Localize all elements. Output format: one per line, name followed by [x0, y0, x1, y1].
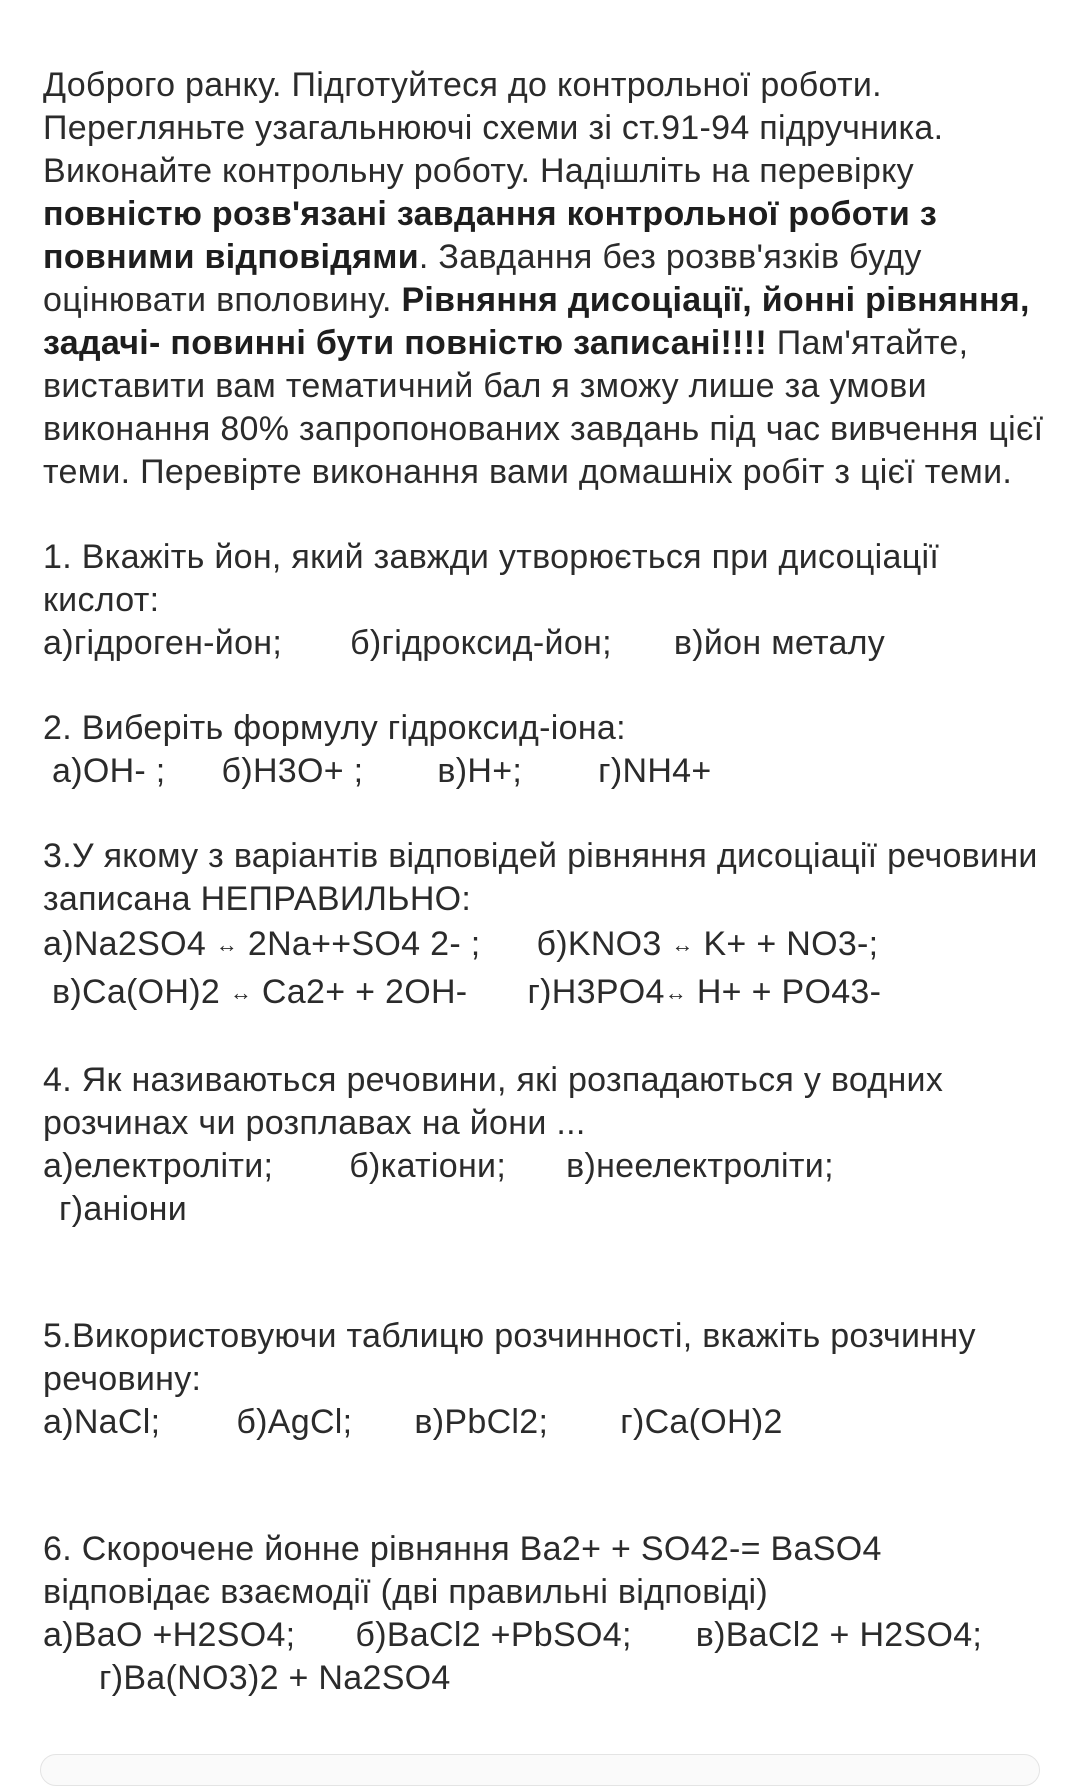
question-6-option-d: г)Ba(NO3)2 + Na2SO4: [99, 1659, 451, 1697]
reversible-arrow-icon: ↔: [671, 932, 694, 957]
question-6-option-b: б)BaCl2 +PbSO4;: [355, 1616, 632, 1654]
question-5-option-b: б)AgCl;: [236, 1403, 353, 1441]
question-2-option-b: б)H3O+ ;: [221, 752, 364, 790]
question-2-option-a: а)OH- ;: [52, 752, 166, 790]
question-3-option-d-right: H+ + PO43-: [696, 973, 882, 1011]
question-6-options-row-2: [43, 1657, 1053, 1700]
question-6: [43, 1528, 1053, 1700]
question-4-option-a: а)електроліти;: [43, 1147, 274, 1185]
intro-text-2: . Завдання без розвв'язків буду оцінювати вполовину.: [43, 238, 922, 319]
question-1-option-a: а)гідроген-йон;: [43, 624, 283, 662]
question-2: [43, 707, 1053, 793]
question-3-option-d: [527, 971, 881, 1017]
question-1-options: [43, 622, 1053, 665]
question-3-options-row-2: [43, 971, 1053, 1017]
question-5: [43, 1315, 1053, 1444]
question-3-option-b-right: K+ + NO3-;: [703, 925, 879, 963]
document-body: [43, 64, 1053, 1700]
question-5-option-c: в)PbCl2;: [414, 1403, 549, 1441]
question-4-option-c: в)неелектроліти;: [566, 1147, 834, 1185]
question-4: [43, 1059, 1053, 1231]
question-3-options-row-1: [43, 923, 1053, 969]
question-6-option-a: а)BaO +H2SO4;: [43, 1616, 296, 1654]
question-2-option-d: г)NH4+: [598, 752, 712, 790]
question-4-options-row-2: [43, 1188, 1053, 1231]
question-3-option-d-left: г)H3PO4: [527, 973, 665, 1011]
intro-text-1: Доброго ранку. Підготуйтеся до контрольної роботи. Перегляньте узагальнюючі схеми зі ст.91-94 підручника. Виконайте контрольну роботу. Надішліть на перевірку: [43, 66, 944, 190]
question-4-options: [43, 1145, 1053, 1188]
question-6-option-c: в)BaCl2 + H2SO4;: [695, 1616, 983, 1654]
intro-text-3: Пам'ятайте, виставити вам тематичний бал я зможу лише за умови виконання 80% запропонованих завдань під час вивчення цієї теми. Перевірте виконання вами домашніх робіт з цієї теми.: [43, 324, 1044, 491]
question-2-option-c: в)H+;: [437, 752, 523, 790]
question-4-option-b: б)катіони;: [349, 1147, 507, 1185]
question-2-options: [43, 750, 1053, 793]
reversible-arrow-icon: ↔: [215, 932, 239, 957]
bottom-card-edge: [40, 1754, 1040, 1786]
question-3-option-c-right: Ca2+ + 2OH-: [261, 973, 468, 1011]
question-3-option-a: [43, 923, 480, 969]
question-3-option-a-right: 2Na++SO4 2- ;: [247, 925, 481, 963]
question-5-options: [43, 1401, 1053, 1444]
question-4-text: 4. Як називаються речовини, які розпадаються у водних розчинах чи розплавах на йони ...: [43, 1061, 944, 1142]
intro-bold-1: повністю розв'язані завдання контрольної роботи з повними відповідями: [43, 195, 938, 276]
question-1: [43, 536, 1053, 665]
question-3-option-c-left: в)Ca(OH)2: [52, 973, 221, 1011]
question-3-text: 3.У якому з варіантів відповідей рівняння дисоціації речовини записана НЕПРАВИЛЬНО:: [43, 837, 1038, 918]
question-3-option-a-left: а)Na2SO4: [43, 925, 207, 963]
question-3-option-c: [52, 971, 467, 1017]
question-6-options: [43, 1614, 1053, 1657]
question-3-option-b-left: б)KNO3: [536, 925, 662, 963]
reversible-arrow-icon: ↔: [664, 980, 688, 1005]
question-4-option-d: г)аніони: [59, 1190, 188, 1228]
question-5-text: 5.Використовуючи таблицю розчинності, вкажіть розчинну речовину:: [43, 1317, 976, 1398]
question-1-option-c: в)йон металу: [673, 624, 886, 662]
intro-bold-2: Рівняння дисоціації, йонні рівняння, задачі- повинні бути повністю записані!!!!: [43, 281, 1030, 362]
question-2-text: 2. Виберіть формулу гідроксид-іона:: [43, 709, 626, 747]
question-3: [43, 835, 1053, 1017]
question-1-option-b: б)гідроксид-йон;: [350, 624, 612, 662]
intro-paragraph: [43, 64, 1053, 494]
question-3-option-b: [536, 923, 878, 969]
question-6-text: 6. Скорочене йонне рівняння Ba2+ + SO42-= BaSO4 відповідає взаємодії (дві правильні відповіді): [43, 1530, 882, 1611]
reversible-arrow-icon: ↔: [229, 980, 253, 1005]
question-5-option-a: а)NaCl;: [43, 1403, 161, 1441]
question-1-text: 1. Вкажіть йон, який завжди утворюється при дисоціації кислот:: [43, 538, 940, 619]
question-5-option-d: г)Ca(OH)2: [620, 1403, 783, 1441]
